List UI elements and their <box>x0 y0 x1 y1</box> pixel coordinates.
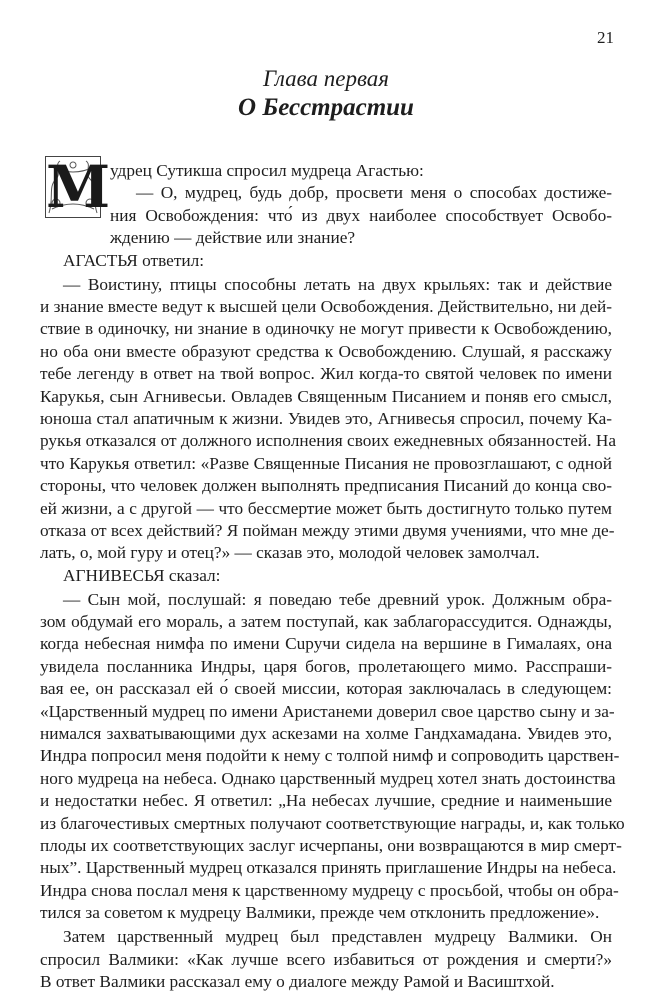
text-line: когда небесная нимфа по имени Сuручи сидела на вершине в Гималаях, она <box>40 634 612 654</box>
text-line: ных”. Царственный мудрец отказался принять приглашение Индры на небеса. <box>40 858 617 878</box>
text-line: АГНИВЕСЬЯ сказал: <box>63 565 221 585</box>
text-line: но оба они вместе образуют средства к Освобождению. Слушай, я расскажу <box>40 341 612 361</box>
text-line: тился за советом к мудрецу Валмики, прежде чем отклонить предложение». <box>40 903 600 923</box>
text-line: нимался захватывающими дух аскезами на холме Гандхамадана. Увидев это, <box>40 724 612 743</box>
text-line: ного мудреца на небеса. Однако царственный мудрец хотел знать достоинства <box>40 768 616 788</box>
text-line: спросил Валмики: «Как лучше всего избавиться от рождения и смерти?» <box>40 949 612 969</box>
text-line: увидела посланника Индры, царя богов, пролетающего мимо. Расспраши- <box>40 656 612 676</box>
ornamental-dropcap <box>45 153 111 221</box>
text-line: стороны, что человек должен выполнять предписания Писаний до конца сво- <box>40 476 612 496</box>
text-line: ствие в одиночку, ни знание в одиночку не могут привести к Освобождению, <box>40 319 612 339</box>
text-line: зом обдумай его мораль, а затем поступай, как заблагорассудится. Однажды, <box>40 612 612 631</box>
text-line: юноша стал апатичным к жизни. Увидев это, Агнивесья спросил, почему Ка- <box>40 408 612 428</box>
text-line: лать, о, мой гуру и отец?» — сказав это, молодой человек замолчал. <box>40 543 540 563</box>
chapter-label: Глава первая <box>263 66 389 91</box>
text-line: что Карукья ответил: «Разве Священные Писания не провозглашают, с одной <box>40 453 612 473</box>
text-line: и недостатки небес. Я ответил: „На небесах лучшие, средние и наименьшие <box>40 791 612 811</box>
text-line: из благочестивых смертных получают соответствующие награды, и, как только <box>40 813 625 833</box>
text-line: тебе легенду в ответ на твой вопрос. Жил когда-то святой человек по имени <box>40 364 612 384</box>
text-line: ния Освобождения: что́ из двух наиболее способствует Освобо- <box>110 205 612 225</box>
text-line: Индра попросил меня подойти к нему с толпой нимф и сопроводить царствен- <box>40 746 620 766</box>
page-number: 21 <box>597 28 614 47</box>
dropcap-letter: М <box>46 153 111 221</box>
text-line: Затем царственный мудрец был представлен мудрецу Валмики. Он <box>63 927 612 947</box>
text-line: рукья отказался от должного исполнения своих ежедневных обязанностей. На <box>40 431 617 451</box>
text-line: АГАСТЬЯ ответил: <box>63 250 205 270</box>
text-line: В ответ Валмики рассказал ему о диалоге между Рамой и Васиштхой. <box>40 971 555 991</box>
text-line: отказа от всех действий? Я пойман между этими двумя учениями, что мне де- <box>40 520 615 540</box>
text-line: Индра снова послал меня к царственному мудрецу с просьбой, чтобы он обра- <box>40 880 619 900</box>
text-line: — О, мудрец, будь добр, просвети меня о способах достиже- <box>136 183 612 203</box>
text-line: — Воистину, птицы способны летать на двух крыльях: так и действие <box>63 274 612 294</box>
text-line: плоды их соответствующих заслуг исчерпаны, они возвращаются в мир смерт- <box>40 836 622 855</box>
text-line: — Сын мой, послушай: я поведаю тебе древний урок. Должным обра- <box>63 589 612 609</box>
text-line: и знание вместе ведут к высшей цели Освобождения. Действительно, ни дей- <box>40 296 612 316</box>
text-line: удрец Сутикша спросил мудреца Агастью: <box>110 161 424 180</box>
chapter-title: О Бесстрастии <box>238 94 414 121</box>
text-line: Карукья, сын Агнивесьи. Овладев Священным Писанием и поняв его смысл, <box>40 386 612 406</box>
text-line: ждению — действие или знание? <box>110 228 356 248</box>
text-line: вая ее, он рассказал ей о́ своей миссии, которая заключалась в следующем: <box>40 679 612 699</box>
text-line: ей жизни, а с другой — что бессмертие может быть достигнуто только путем <box>40 498 612 518</box>
text-line: «Царственный мудрец по имени Аристанеми доверил свое царство сыну и за- <box>40 701 615 721</box>
